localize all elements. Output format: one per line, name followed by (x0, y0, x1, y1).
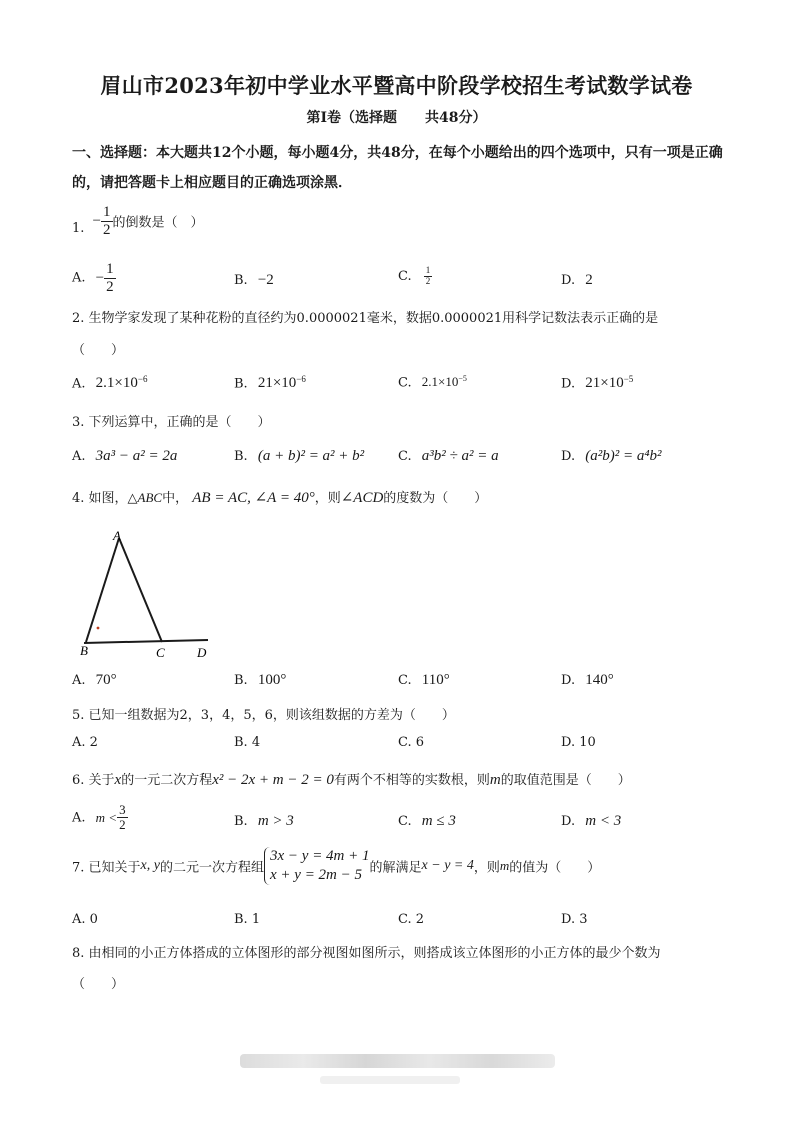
q4-option-d: D. 140° (561, 672, 614, 688)
side-ac (119, 538, 162, 642)
q6-option-b: B. m > 3 (234, 813, 294, 829)
vertex-a-label: A (113, 528, 121, 543)
q5-option-d: D. 10 (561, 735, 596, 750)
q2-option-a: A. $2.1\times 10^{-6}$ (72, 374, 148, 392)
q1-option-b: B. −2 (234, 272, 274, 288)
question-8-line1: 8. 由相同的小正方体搭成的立体图形的部分视图如图所示，则搭成该立体图形的小正方体的最少个数为 (72, 946, 661, 961)
q3-option-d: D. (a²b)² = a⁴b² (561, 448, 662, 464)
q1-text: 的倒数是（ ） (112, 215, 204, 231)
question-4-stem: 4. 如图，△ABC中， AB = AC, ∠A = 40°，则∠ACD的度数为（ ） (72, 490, 488, 506)
vertex-c-label: C (156, 645, 165, 660)
question-8-line2: （ ） (72, 977, 125, 992)
blurred-footer-watermark-2 (320, 1076, 460, 1084)
q7-option-b: B. 1 (234, 912, 261, 927)
question-7-stem: 7. 已知关于x, y的二元一次方程组 3x − y = 4m + 1 x + y = 2m − 5 的解满足x − y = 4，则m的值为（ ） (72, 848, 601, 883)
q6-option-a: A. m < $\frac{3}{2}$ (72, 802, 126, 833)
section-heading: 一、选择题：本大题共12个小题，每小题4分，共48分，在每个小题给出的四个选项中，只有一项是正确的，请把答题卡上相应题目的正确选项涂黑． (72, 145, 723, 191)
vertex-b-label: B (80, 643, 88, 658)
q7-equation-system: 3x − y = 4m + 1 x + y = 2m − 5 (264, 847, 370, 885)
side-ab (86, 538, 119, 642)
q1-option-a: A. − $\frac{1}{2}$ (72, 261, 114, 295)
question-1-stem (72, 204, 204, 238)
point-d-label: D (197, 645, 207, 660)
q3-option-a: A. 3a³ − a² = 2a (72, 448, 178, 464)
line-bd (84, 640, 208, 643)
q6-option-c: C. m ≤ 3 (398, 813, 456, 829)
question-5-stem: 5. 已知一组数据为2，3，4，5，6，则该组数据的方差为（ ） (72, 708, 455, 723)
blurred-footer-watermark (240, 1054, 555, 1068)
q7-option-a: A. 0 (72, 912, 98, 927)
q3-option-c: C. a³b² ÷ a² = a (398, 448, 499, 464)
q4-option-c: C. 110° (398, 672, 450, 688)
q1-fraction: $\frac{1}{2}$ (103, 204, 111, 238)
triangle-figure (76, 528, 216, 660)
exam-title: 眉山市2023年初中学业水平暨高中阶段学校招生考试数学试卷 (100, 73, 693, 98)
q2-option-b: B. $21\times 10^{-6}$ (234, 374, 306, 392)
q5-option-a: A. 2 (72, 735, 98, 750)
q7-option-d: D. 3 (561, 912, 588, 927)
question-6-stem: 6. 关于x的一元二次方程x² − 2x + m − 2 = 0有两个不相等的实数根，则m的取值范围是（ ） (72, 772, 631, 788)
mark-dot (97, 627, 100, 630)
q7-option-c: C. 2 (398, 912, 425, 927)
q6-option-d: D. m < 3 (561, 813, 622, 829)
q2-option-d: D. $21\times 10^{-5}$ (561, 374, 634, 392)
q2-option-c: C. $2.1\times 10^{-5}$ (398, 374, 467, 391)
q4-option-b: B. 100° (234, 672, 287, 688)
question-2-line1: 2. 生物学家发现了某种花粉的直径约为0.0000021毫米，数据0.0000021用科学记数法表示正确的是 (72, 311, 659, 326)
q3-option-b: B. (a + b)² = a² + b² (234, 448, 365, 464)
q1-option-d: D. 2 (561, 272, 593, 288)
q5-option-b: B. 4 (234, 735, 261, 750)
q1-number: 1. (72, 220, 85, 236)
q1-option-c: C. $\frac{1}{2}$ (398, 265, 431, 286)
q4-option-a: A. 70° (72, 672, 117, 688)
q1-neg: − (92, 212, 102, 229)
question-2-line2: （ ） (72, 343, 125, 358)
q5-option-c: C. 6 (398, 735, 425, 750)
exam-subtitle: 第Ⅰ卷（选择题 共48分） (306, 110, 487, 126)
question-3-stem: 3. 下列运算中，正确的是（ ） (72, 415, 271, 430)
